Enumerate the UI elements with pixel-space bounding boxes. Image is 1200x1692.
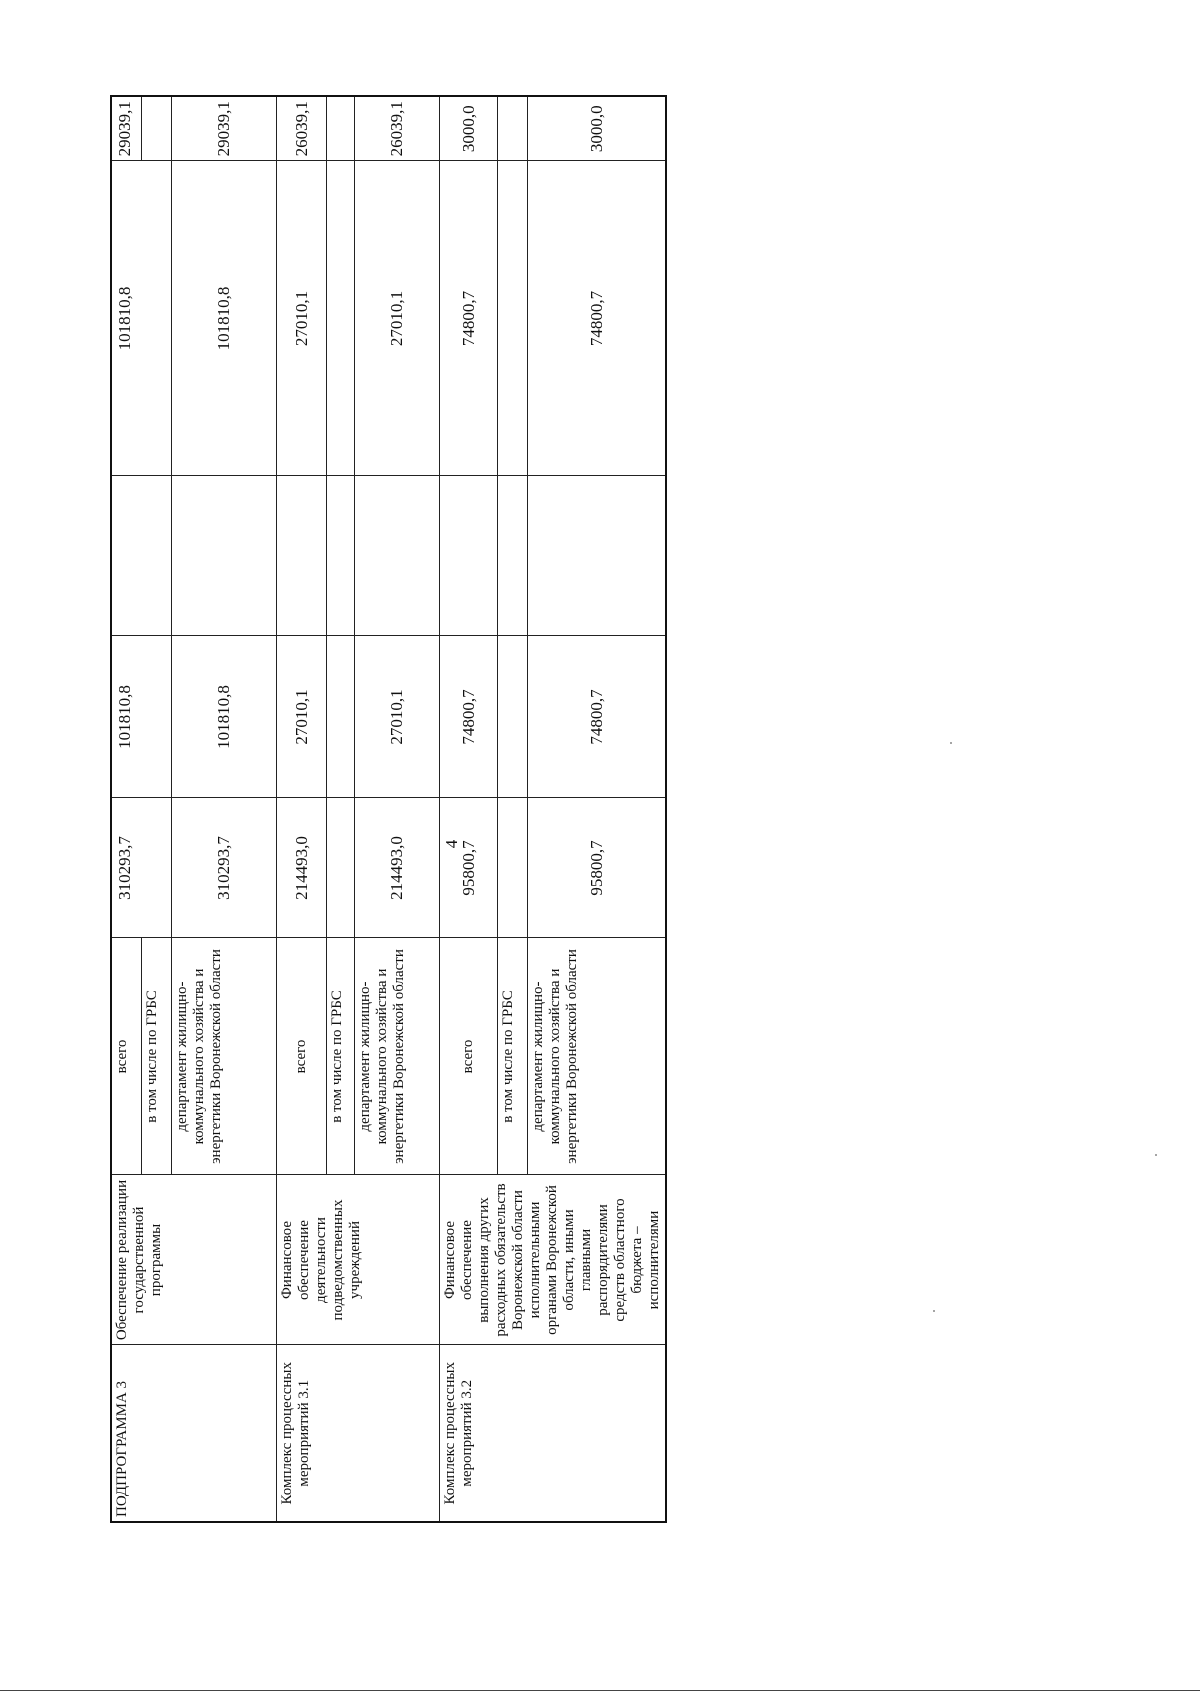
scan-speck — [950, 742, 952, 744]
value-cell — [111, 476, 171, 636]
value-cell: 95800,7 — [439, 798, 497, 938]
value-cell: 27010,1 — [354, 636, 439, 798]
total-label-cell: всего — [276, 938, 326, 1175]
value-cell: 95800,7 — [527, 798, 665, 938]
group-cell: Комплекс процессных мероприятий 3.2 — [439, 1345, 666, 1522]
value-cell: 26039,1 — [276, 96, 326, 161]
value-cell: 26039,1 — [354, 96, 439, 161]
empty-cell — [326, 476, 354, 636]
scan-speck — [933, 1310, 935, 1312]
value-cell: 101810,8 — [111, 161, 171, 476]
empty-cell — [497, 636, 527, 798]
value-cell: 74800,7 — [527, 636, 665, 798]
scan-speck — [1155, 1154, 1157, 1156]
page-number: 4 — [442, 839, 461, 849]
empty-cell — [497, 161, 527, 476]
value-cell: 29039,1 — [171, 96, 276, 161]
incl-label-cell: в том числе по ГРБС — [141, 938, 171, 1175]
empty-cell — [141, 96, 171, 161]
value-cell: 310293,7 — [111, 798, 171, 938]
name-cell: Обеспечение реализации государственной программы — [111, 1175, 276, 1345]
value-cell: 74800,7 — [527, 161, 665, 476]
value-cell: 3000,0 — [439, 96, 497, 161]
value-cell: 214493,0 — [354, 798, 439, 938]
dept-label-cell: департамент жилищно-коммунального хозяйства и энергетики Воронежской области — [354, 938, 439, 1175]
value-cell: 101810,8 — [171, 636, 276, 798]
dept-label-cell: департамент жилищно-коммунального хозяйства и энергетики Воронежской области — [527, 938, 665, 1175]
value-cell: 27010,1 — [276, 636, 326, 798]
scan-edge-line — [0, 1690, 1200, 1691]
document-table-rotated — [110, 97, 662, 1523]
incl-label-cell: в том числе по ГРБС — [326, 938, 354, 1175]
table-row — [111, 96, 141, 1522]
group-cell: ПОДПРОГРАММА 3 — [111, 1345, 276, 1522]
value-cell: 29039,1 — [111, 96, 141, 161]
name-cell: Финансовое обеспечение выполнения других расходных обязательств Воронежской области исполнительными органами Воронежской области, иными главными распорядителями средств областного бюджета – исполнителями — [439, 1175, 666, 1345]
table-row — [439, 96, 497, 1522]
value-cell: 27010,1 — [276, 161, 326, 476]
empty-cell — [497, 798, 527, 938]
value-cell — [276, 476, 326, 636]
value-cell — [354, 476, 439, 636]
value-cell — [171, 476, 276, 636]
total-label-cell: всего — [111, 938, 141, 1175]
dept-label-cell: департамент жилищно-коммунального хозяйства и энергетики Воронежской области — [171, 938, 276, 1175]
empty-cell — [326, 96, 354, 161]
name-cell: Финансовое обеспечение деятельности подведомственных учреждений — [276, 1175, 439, 1345]
value-cell — [527, 476, 665, 636]
empty-cell — [497, 476, 527, 636]
value-cell: 101810,8 — [171, 161, 276, 476]
empty-cell — [326, 636, 354, 798]
incl-label-cell: в том числе по ГРБС — [497, 938, 527, 1175]
empty-cell — [326, 798, 354, 938]
table-row — [276, 96, 326, 1522]
value-cell: 214493,0 — [276, 798, 326, 938]
financing-table — [110, 95, 667, 1523]
empty-cell — [326, 161, 354, 476]
value-cell — [439, 476, 497, 636]
value-cell: 310293,7 — [171, 798, 276, 938]
value-cell: 74800,7 — [439, 161, 497, 476]
value-cell: 27010,1 — [354, 161, 439, 476]
empty-cell — [497, 96, 527, 161]
value-cell: 74800,7 — [439, 636, 497, 798]
value-cell: 101810,8 — [111, 636, 171, 798]
group-cell: Комплекс процессных мероприятий 3.1 — [276, 1345, 439, 1522]
total-label-cell: всего — [439, 938, 497, 1175]
value-cell: 3000,0 — [527, 96, 665, 161]
